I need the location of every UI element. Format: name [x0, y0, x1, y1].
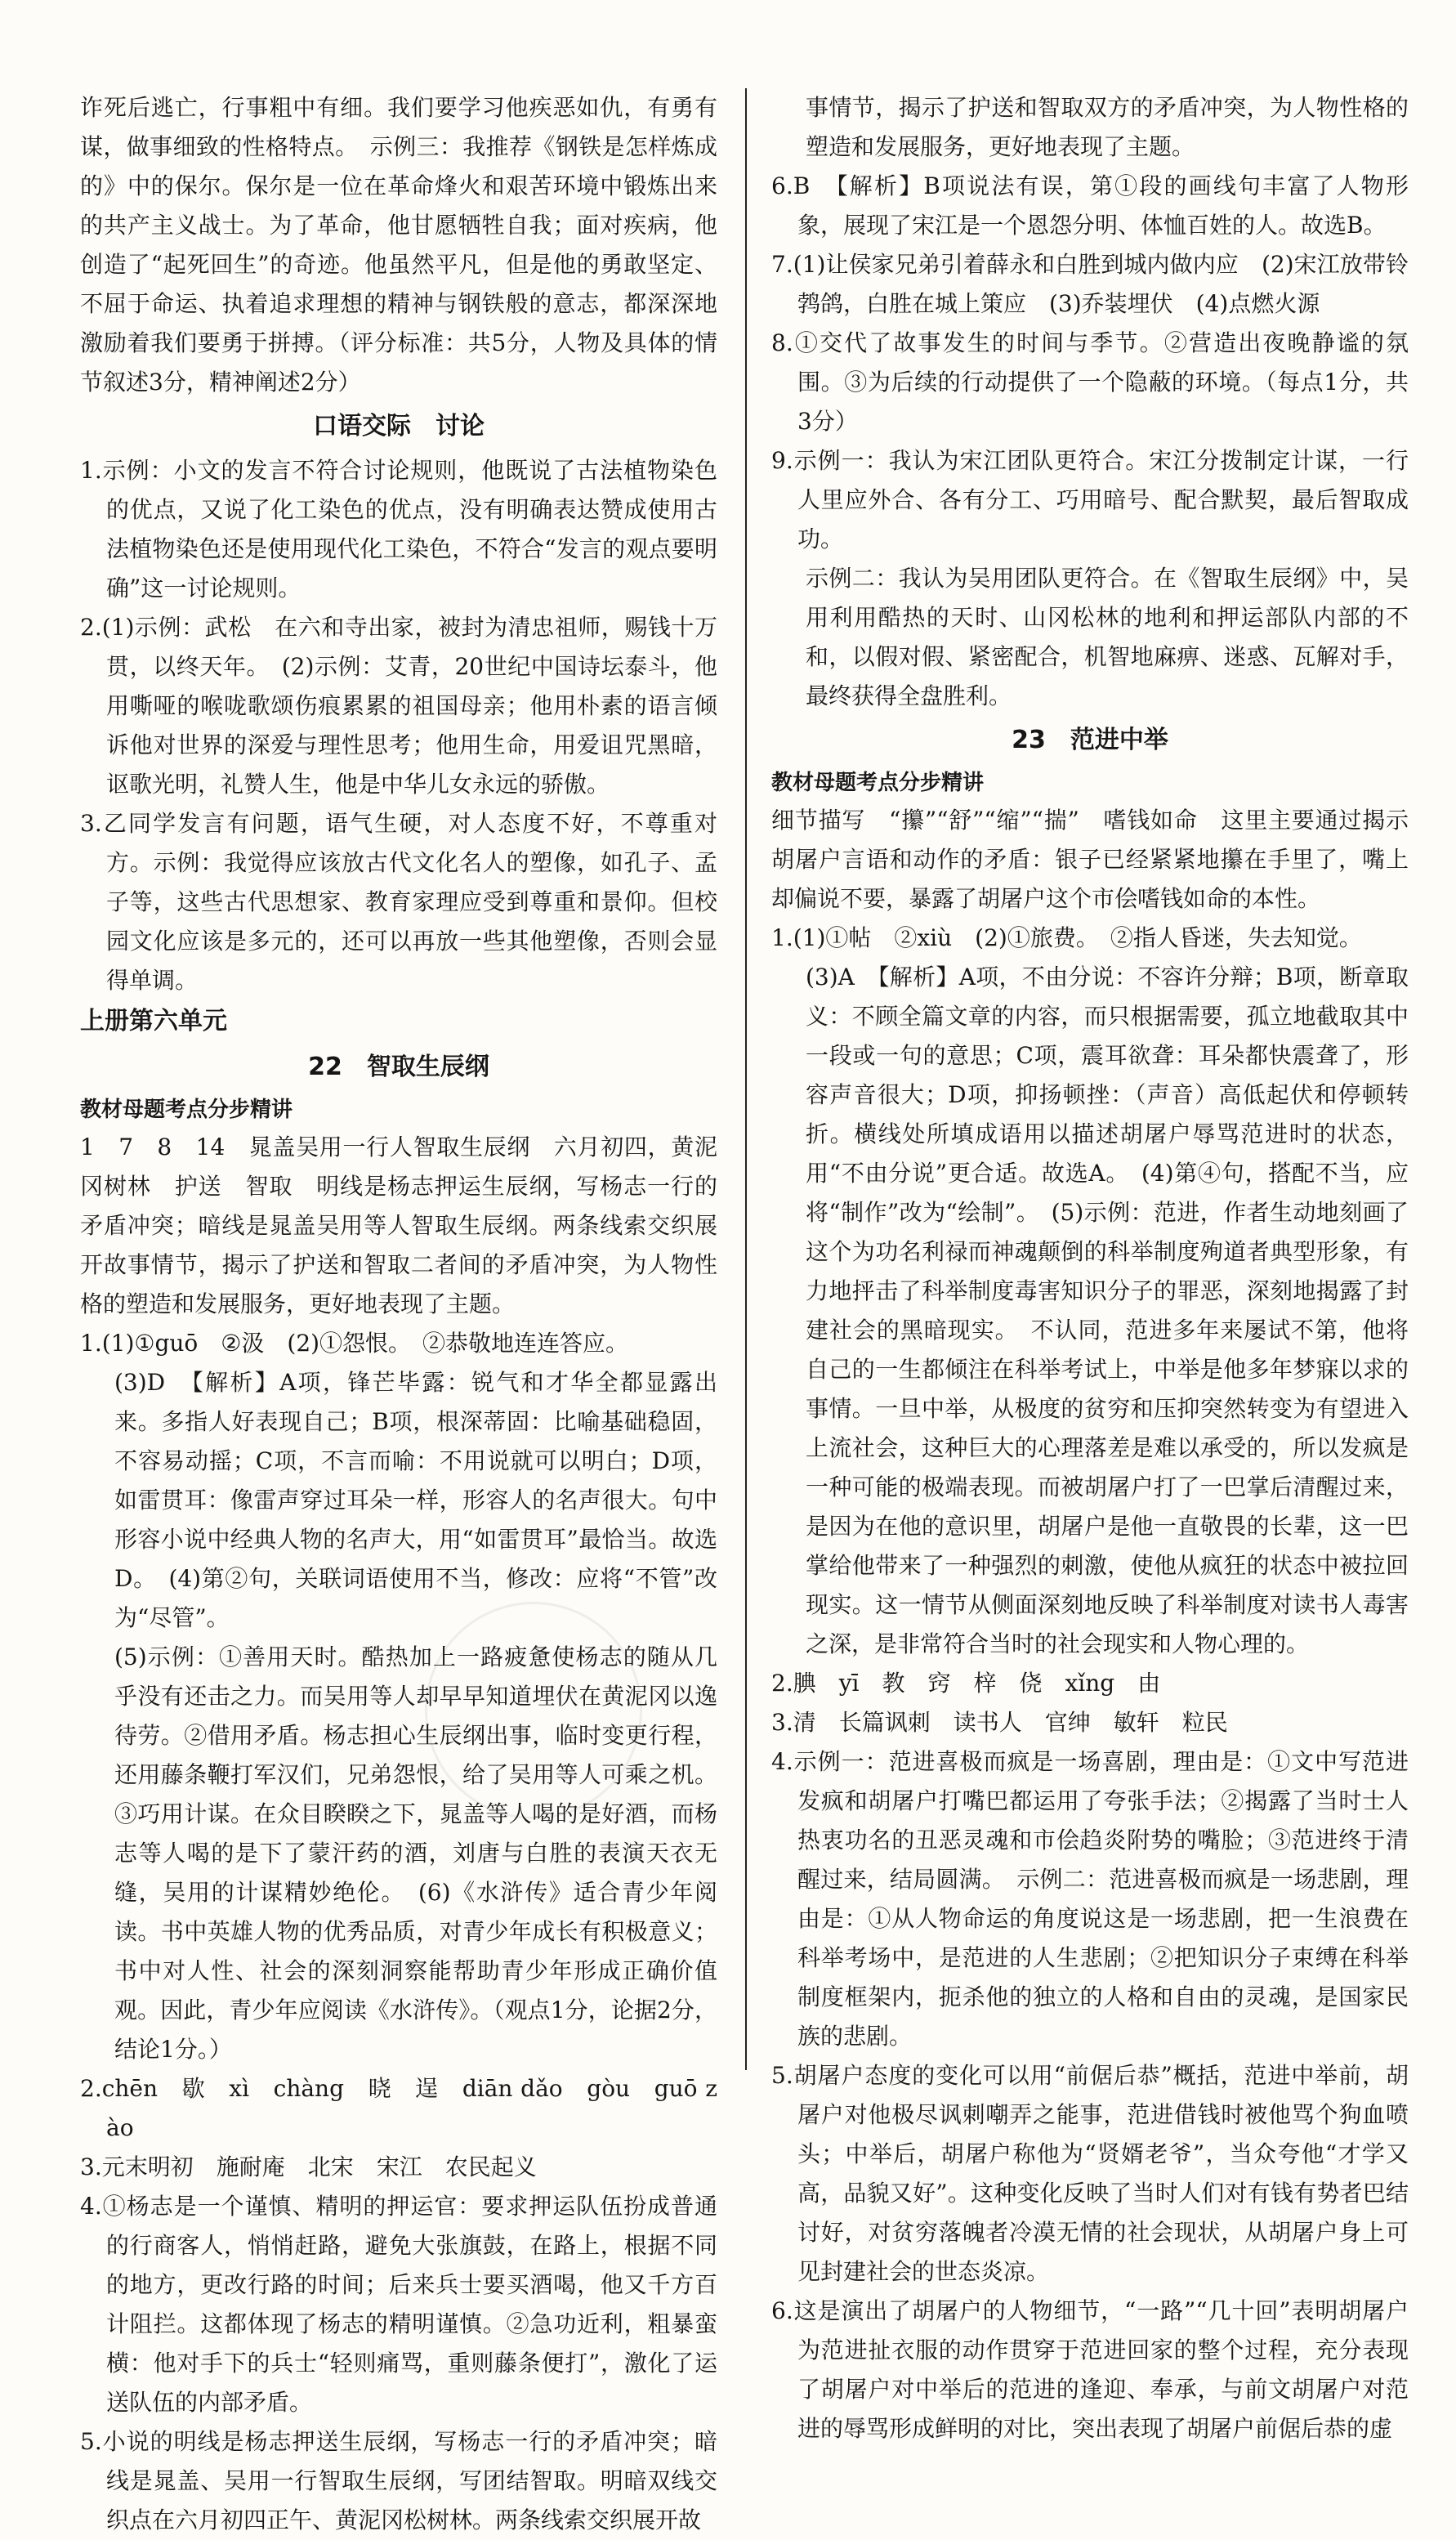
answer-item: 2.chēn 歇 xì chàng 晓 逞 diān dǎo gòu guō zào — [80, 2075, 717, 2141]
watermark-seal — [425, 1602, 642, 1819]
lesson-title-23: 23 范进中举 — [1012, 726, 1168, 754]
answer-item: 4.示例一：范进喜极而疯是一场喜剧，理由是：①文中写范进发疯和胡屠户打嘴巴都运用了夸张手法；②揭露了当时士人热衷功名的丑恶灵魂和市侩趋炎附势的嘴脸；③范进终于清醒过来，结局圆满。 示例二：范进喜极而疯是一场悲剧，理由是：①从人物命运的角度说这是一场悲剧，把一生浪费在科举考场中，是范进的人生悲剧；②把知识分子束缚在科举制度框架内，扼杀他的独立的人格和自由的灵魂，是国家民族的悲剧。 — [771, 1748, 1409, 2050]
answer-item: 示例二：我认为吴用团队更符合。在《智取生辰纲》中，吴用利用酷热的天时、山冈松林的地利和押运部队内部的不和，以假对假、紧密配合，机智地麻痹、迷惑、瓦解对手，最终获得全盘胜利。 — [806, 565, 1409, 709]
lesson-title-22: 22 智取生辰纲 — [308, 1053, 489, 1081]
answer-item: 2.(1)示例：武松 在六和寺出家，被封为清忠祖师，赐钱十万贯，以终天年。 (2)示例：艾青，20世纪中国诗坛泰斗，他用嘶哑的喉咙歌颂伤痕累累的祖国母亲；他用朴素的语言倾诉他对世界的深爱与理性思考；他用生命，用爱诅咒黑暗，讴歌光明，礼赞人生，他是中华儿女永远的骄傲。 — [80, 614, 717, 798]
answer-item: 2.腆 yī 教 窍 梓 侥 xǐng 由 — [771, 1670, 1161, 1697]
answer-text: 诈死后逃亡，行事粗中有细。我们要学习他疾恶如仇，有勇有谋，做事细致的性格特点。 示例三：我推荐《钢铁是怎样炼成的》中的保尔。保尔是一位在革命烽火和艰苦环境中锻炼出来的共产主义战士。为了革命，他甘愿牺牲自我；面对疾病，他创造了“起死回生”的奇迹。他虽然平凡，但是他的勇敢坚定、不屈于命运、执着追求理想的精神与钢铁般的意志，都深深地激励着我们要勇于拼搏。（评分标准：共5分，人物及具体的情节叙述3分，精神阐述2分） — [80, 94, 717, 396]
lesson-subtitle: 教材母题考点分步精讲 — [771, 771, 985, 795]
answer-item: 4.①杨志是一个谨慎、精明的押运官：要求押运队伍扮成普通的行商客人，悄悄赶路，避免大张旗鼓，在路上，根据不同的地方，更改行路的时间；后来兵士要买酒喝，他又千方百计阻拦。这都体现了杨志的精明谨慎。②急功近利，粗暴蛮横：他对手下的兵士“轻则痛骂，重则藤条便打”，激化了运送队伍的内部矛盾。 — [80, 2193, 717, 2416]
answer-item: 3.清 长篇讽刺 读书人 官绅 敏轩 粒民 — [771, 1709, 1228, 1736]
lesson-intro: 细节描写 “攥”“舒”“缩”“揣” 嗜钱如命 这里主要通过揭示胡屠户言语和动作的矛盾：银子已经紧紧地攥在手里了，嘴上却偏说不要，暴露了胡屠户这个市侩嗜钱如命的本性。 — [771, 807, 1409, 912]
answer-item: 5.胡屠户态度的变化可以用“前倨后恭”概括，范进中举前，胡屠户对他极尽讽刺嘲弄之能事，范进借钱时被他骂个狗血喷头；中举后，胡屠户称他为“贤婿老爷”，当众夸他“才学又高，品貌又好”。这种变化反映了当时人们对有钱有势者巴结讨好，对贫穷落魄者冷漠无情的社会现状，从胡屠户身上可见封建社会的世态炎凉。 — [771, 2062, 1409, 2285]
answer-item: 1.(1)①帖 ②xiù (2)①旅费。 ②指人昏迷，失去知觉。 — [771, 924, 1362, 951]
column-divider — [745, 88, 747, 2070]
answer-item: 8.①交代了故事发生的时间与季节。②营造出夜晚静谧的氛围。③为后续的行动提供了一个隐蔽的环境。（每点1分，共3分） — [771, 329, 1409, 435]
answer-item: (5)示例：①善用天时。酷热加上一路疲惫使杨志的随从几乎没有还击之力。而吴用等人却早早知道埋伏在黄泥冈以逸待劳。②借用矛盾。杨志担心生辰纲出事，临时变更行程，还用藤条鞭打军汉们，兄弟怨恨，给了吴用等人可乘之机。③巧用计谋。在众目睽睽之下，晁盖等人喝的是好酒，而杨志等人喝的是下了蒙汗药的酒，刘唐与白胜的表演天衣无缝，吴用的计谋精妙绝伦。 (6)《水浒传》适合青少年阅读。书中英雄人物的优秀品质，对青少年成长有积极意义；书中对人性、社会的深刻洞察能帮助青少年形成正确价值观。因此，青少年应阅读《水浒传》。（观点1分，论据2分，结论1分。） — [114, 1643, 717, 2063]
answer-item: 7.(1)让侯家兄弟引着薛永和白胜到城内做内应 (2)宋江放带铃鹁鸽，白胜在城上策应 (3)乔装埋伏 (4)点燃火源 — [771, 251, 1409, 317]
unit-title: 上册第六单元 — [80, 1007, 227, 1035]
right-column — [771, 88, 1409, 2448]
answer-item: 1.示例：小文的发言不符合讨论规则，他既说了古法植物染色的优点，又说了化工染色的优点，没有明确表达赞成使用古法植物染色还是使用现代化工染色，不符合“发言的观点要明确”这一讨论规则。 — [80, 457, 717, 601]
answer-text: 事情节，揭示了护送和智取双方的矛盾冲突，为人物性格的塑造和发展服务，更好地表现了主题。 — [806, 94, 1409, 160]
section-title-oral: 口语交际 讨论 — [313, 412, 485, 440]
answer-item: 1.(1)①guō ②汲 (2)①怨恨。 ②恭敬地连连答应。 — [80, 1330, 629, 1357]
answer-item: 5.小说的明线是杨志押送生辰纲，写杨志一行的矛盾冲突；暗线是晁盖、吴用一行智取生辰纲，写团结智取。明暗双线交织点在六月初四正午、黄泥冈松树林。两条线索交织展开故 — [80, 2428, 717, 2533]
lesson-intro: 1 7 8 14 晁盖吴用一行人智取生辰纲 六月初四，黄泥冈树林 护送 智取 明线是杨志押运生辰纲，写杨志一行的矛盾冲突；暗线是晁盖吴用等人智取生辰纲。两条线索交织展开故事情节，揭示了护送和智取二者间的矛盾冲突，为人物性格的塑造和发展服务，更好地表现了主题。 — [80, 1134, 717, 1317]
answer-item: 6.B 【解析】B项说法有误，第①段的画线句丰富了人物形象，展现了宋江是一个恩怨分明、体恤百姓的人。故选B。 — [771, 172, 1409, 239]
answer-item: (3)D 【解析】A项，锋芒毕露：锐气和才华全都显露出来。多指人好表现自己；B项，根深蒂固：比喻基础稳固，不容易动摇；C项，不言而喻：不用说就可以明白；D项，如雷贯耳：像雷声穿过耳朵一样，形容人的名声很大。句中形容小说中经典人物的名声大，用“如雷贯耳”最恰当。故选D。 (4)第②句，关联词语使用不当，修改：应将“不管”改为“尽管”。 — [114, 1369, 717, 1631]
answer-item: 3.乙同学发言有问题，语气生硬，对人态度不好，不尊重对方。示例：我觉得应该放古代文化名人的塑像，如孔子、孟子等，这些古代思想家、教育家理应受到尊重和景仰。但校园文化应该是多元的，还可以再放一些其他塑像，否则会显得单调。 — [80, 810, 717, 994]
answer-item: 3.元末明初 施耐庵 北宋 宋江 农民起义 — [80, 2153, 537, 2180]
lesson-subtitle: 教材母题考点分步精讲 — [80, 1098, 293, 1122]
answer-item: 6.这是演出了胡屠户的人物细节，“一路”“几十回”表明胡屠户为范进扯衣服的动作贯穿于范进回家的整个过程，充分表现了胡屠户对中举后的范进的逢迎、奉承，与前文胡屠户对范进的辱骂形成鲜明的对比，突出表现了胡屠户前倨后恭的虚 — [771, 2297, 1409, 2442]
answer-item: (3)A 【解析】A项，不由分说：不容许分辩；B项，断章取义：不顾全篇文章的内容，而只根据需要，孤立地截取其中一段或一句的意思；C项，震耳欲聋：耳朵都快震聋了，形容声音很大；D项，抑扬顿挫：（声音）高低起伏和停顿转折。横线处所填成语用以描述胡屠户辱骂范进时的状态，用“不由分说”更合适。故选A。 (4)第④句，搭配不当，应将“制作”改为“绘制”。 (5)示例：范进，作者生动地刻画了这个为功名利禄而神魂颠倒的科举制度殉道者典型形象，有力地抨击了科举制度毒害知识分子的罪恶，深刻地揭露了封建社会的黑暗现实。 不认同，范进多年来屡试不第，他将自己的一生都倾注在科举考试上，中举是他多年梦寐以求的事情。一旦中举，从极度的贫穷和压抑突然转变为有望进入上流社会，这种巨大的心理落差是难以承受的，所以发疯是一种可能的极端表现。而被胡屠户打了一巴掌后清醒过来，是因为在他的意识里，胡屠户是他一直敬畏的长辈，这一巴掌给他带来了一种强烈的刺激，使他从疯狂的状态中被拉回现实。这一情节从侧面深刻地反映了科举制度对读书人毒害之深，是非常符合当时的社会现实和人物心理的。 — [806, 964, 1409, 1657]
answer-item: 9.示例一：我认为宋江团队更符合。宋江分拨制定计谋，一行人里应外合、各有分工、巧用暗号、配合默契，最后智取成功。 — [771, 447, 1409, 552]
left-column — [80, 88, 717, 2540]
